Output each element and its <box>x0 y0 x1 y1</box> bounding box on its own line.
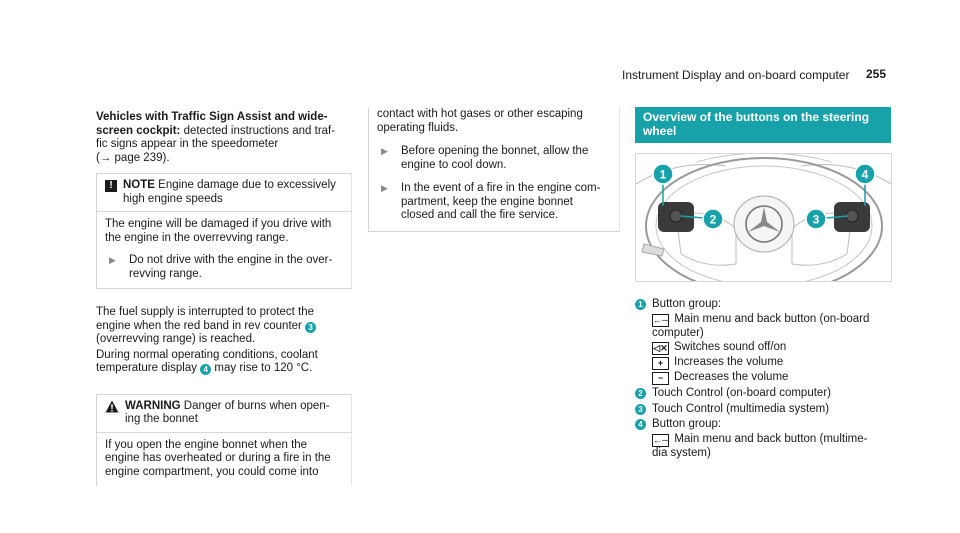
legend-key-back-text <box>674 313 869 327</box>
legend-3-text: Touch Control (multimedia system) <box>652 402 830 415</box>
note-title-line-2: high engine speeds <box>123 192 223 205</box>
k1-line-2: computer) <box>652 326 704 339</box>
running-header-title: Instrument Display and on-board computer <box>622 68 850 82</box>
k5-line-2: dia system) <box>652 446 711 459</box>
note-bullet-line-2: revving range. <box>129 267 202 280</box>
warning-header <box>97 395 351 433</box>
bullet1-line-2: engine to cool down. <box>401 158 507 171</box>
intro-bold-line-2: screen cockpit: <box>96 124 181 137</box>
note-label: NOTE <box>123 179 155 191</box>
warning-title-line-1: Danger of burns when open- <box>180 399 330 412</box>
warning-triangle-icon <box>105 400 119 413</box>
note-body-line-2: the engine in the overrevving range. <box>105 231 289 244</box>
heading-line-1: Overview of the buttons on the steering <box>643 110 870 124</box>
warning-bullet-1 <box>377 145 611 172</box>
coolant-paragraph <box>96 349 352 376</box>
legend-3-badge: 3 <box>635 404 646 415</box>
warning-title <box>125 400 330 427</box>
triangle-bullet-icon: ▶ <box>381 183 388 193</box>
legend-item-4 <box>635 418 891 432</box>
bullet2-line-1: In the event of a fire in the engine com- <box>401 182 601 194</box>
callout-4-label: 4 <box>861 167 869 182</box>
section-heading <box>635 107 891 143</box>
back-arrow-icon: ←─ <box>653 314 669 325</box>
note-bullet-line-1: Do not drive with the engine in the over- <box>129 254 333 266</box>
warning-bullet-2-text <box>401 182 600 223</box>
warning-body-line-2: engine has overheated or during a fire in the <box>105 452 331 464</box>
note-body-line-1: The engine will be damaged if you drive with <box>105 218 332 230</box>
steering-wheel-figure <box>635 153 892 282</box>
coolant-line-2b: may rise to 120 °C. <box>211 362 313 374</box>
coolant-line-2a: temperature display <box>96 362 201 374</box>
legend-4-text: Button group: <box>652 418 722 430</box>
legend-1-text: Button group: <box>652 298 722 310</box>
legend-key-plus-text: Increases the volume <box>674 356 784 368</box>
back-arrow-icon: ←─ <box>653 434 669 445</box>
callout-3-badge: 3 <box>305 322 316 333</box>
intro-paragraph <box>96 111 352 165</box>
page-reference-link[interactable]: (→ page 239). <box>96 151 170 164</box>
warning-continued-text <box>377 108 611 135</box>
note-box <box>96 173 352 289</box>
figure-legend <box>635 298 891 460</box>
note-title-line-1: Engine damage due to excessively <box>154 179 336 191</box>
legend-key-minus <box>635 371 891 385</box>
fuel-line-1: The fuel supply is interrupted to protect the <box>96 306 314 318</box>
k1-line-1: Main menu and back button (on-board <box>674 312 870 325</box>
legend-key-plus <box>635 356 891 370</box>
callout-2-label: 2 <box>709 212 717 227</box>
warning-body-line-1: If you open the engine bonnet when the <box>105 438 308 451</box>
note-bullet-text <box>129 254 332 281</box>
triangle-bullet-icon: ▶ <box>109 255 116 265</box>
intro-line-2: detected instructions and traf- <box>180 124 336 137</box>
note-header <box>97 174 351 212</box>
legend-1-badge: 1 <box>635 299 646 310</box>
note-text <box>105 218 343 245</box>
column-3 <box>635 107 891 460</box>
legend-key-mute-text: Switches sound off/on <box>674 341 787 353</box>
warning-bullet-1-text <box>401 145 588 172</box>
intro-bold-line-1: Vehicles with Traffic Sign Assist and wide- <box>96 111 328 123</box>
fuel-line-2: engine when the red band in rev counter <box>96 319 306 332</box>
fuel-paragraph <box>96 306 352 347</box>
warning-cont-line-1: contact with hot gases or other escaping <box>377 108 583 120</box>
column-1 <box>96 111 352 486</box>
minus-icon: − <box>652 372 669 385</box>
plus-icon: + <box>652 357 669 370</box>
callout-3-label: 3 <box>812 212 820 227</box>
triangle-bullet-icon: ▶ <box>381 146 388 156</box>
heading-line-2: wheel <box>643 124 677 138</box>
callout-1 <box>653 164 673 184</box>
warning-cont-line-2: operating fluids. <box>377 121 459 134</box>
callout-4-badge: 4 <box>200 364 211 375</box>
bullet1-line-1: Before opening the bonnet, allow the <box>401 145 589 157</box>
bullet2-line-3: closed and call the fire service. <box>401 209 559 221</box>
exclamation-icon: ! <box>105 180 117 192</box>
warning-bullet-2 <box>377 182 611 223</box>
note-body <box>97 212 351 288</box>
legend-2-text: Touch Control (on-board computer) <box>652 387 831 399</box>
warning-title-line-2: ing the bonnet <box>125 413 198 425</box>
legend-2-badge: 2 <box>635 388 646 399</box>
warning-box-continued <box>368 108 620 232</box>
warning-body <box>97 433 351 487</box>
fuel-line-3: (overrevving range) is reached. <box>96 333 256 345</box>
bullet2-line-2: partment, keep the engine bonnet <box>401 195 573 208</box>
callout-1-label: 1 <box>659 167 667 182</box>
legend-key-minus-text: Decreases the volume <box>674 371 789 383</box>
intro-line-3: fic signs appear in the speedometer <box>96 138 279 150</box>
page-number: 255 <box>866 67 887 81</box>
mute-icon: ◁✕ <box>653 343 668 353</box>
legend-key-back <box>635 313 891 327</box>
legend-key-back-multimedia <box>635 433 891 447</box>
column-2 <box>368 108 620 232</box>
warning-box <box>96 394 352 487</box>
legend-4-badge: 4 <box>635 419 646 430</box>
warning-label: WARNING <box>125 399 181 412</box>
warning-body-line-3: engine compartment, you could come into <box>105 465 319 478</box>
callout-2 <box>703 209 723 229</box>
callout-4 <box>855 164 875 184</box>
legend-key-mute <box>635 341 891 355</box>
legend-item-2 <box>635 387 891 401</box>
note-bullet <box>105 254 343 281</box>
callout-3 <box>806 209 826 229</box>
note-title <box>123 179 336 206</box>
coolant-line-1: During normal operating conditions, coolant <box>96 348 318 361</box>
steering-wheel-illustration <box>636 154 891 281</box>
k5-line-1: Main menu and back button (multime- <box>674 432 868 445</box>
legend-item-1 <box>635 298 891 312</box>
legend-item-3 <box>635 403 891 417</box>
